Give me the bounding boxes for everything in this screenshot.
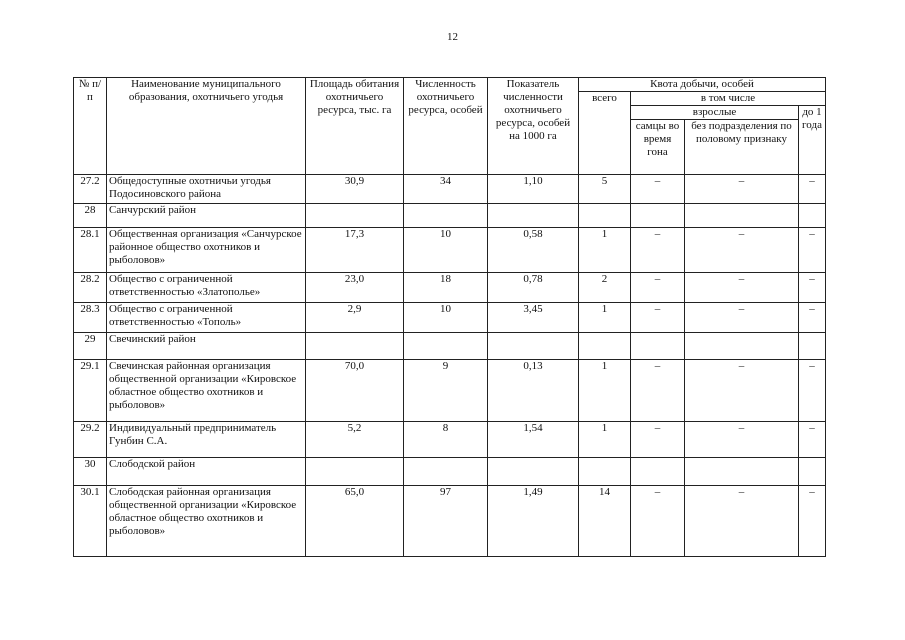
header-including: в том числе	[631, 92, 826, 106]
header-quota: Квота добычи, особей	[579, 78, 826, 92]
cell-area: 5,2	[306, 422, 404, 458]
cell-density: 1,54	[488, 422, 579, 458]
cell-no-sex: –	[685, 175, 799, 204]
cell-name: Слободская районная организация общественной организации «Кировское областное общество охотников и рыболовов»	[107, 486, 306, 557]
cell-population	[404, 204, 488, 228]
cell-no-sex: –	[685, 422, 799, 458]
cell-young	[799, 458, 826, 486]
cell-no-sex	[685, 458, 799, 486]
cell-no-sex: –	[685, 273, 799, 303]
cell-name: Общественная организация «Санчурское районное общество охотников и рыболовов»	[107, 228, 306, 273]
header-area: Площадь обитания охотничьего ресурса, тыс. га	[306, 78, 404, 175]
cell-name: Общество с ограниченной ответственностью «Златополье»	[107, 273, 306, 303]
cell-area	[306, 204, 404, 228]
cell-num: 30	[74, 458, 107, 486]
cell-population: 8	[404, 422, 488, 458]
cell-young	[799, 204, 826, 228]
cell-name: Санчурский район	[107, 204, 306, 228]
cell-area: 65,0	[306, 486, 404, 557]
cell-population: 9	[404, 360, 488, 422]
cell-area: 23,0	[306, 273, 404, 303]
cell-area: 2,9	[306, 303, 404, 333]
table-row	[74, 486, 826, 557]
cell-num: 28.2	[74, 273, 107, 303]
header-males: самцы во время гона	[631, 120, 685, 175]
cell-total	[579, 458, 631, 486]
cell-total: 5	[579, 175, 631, 204]
cell-males: –	[631, 303, 685, 333]
cell-density	[488, 333, 579, 360]
cell-num: 29.2	[74, 422, 107, 458]
cell-total: 1	[579, 422, 631, 458]
table-row	[74, 422, 826, 458]
header-no-sex: без подразделения по половому признаку	[685, 120, 799, 175]
cell-young: –	[799, 228, 826, 273]
header-young: до 1 года	[799, 106, 826, 175]
cell-density: 1,49	[488, 486, 579, 557]
cell-density: 1,10	[488, 175, 579, 204]
cell-population	[404, 333, 488, 360]
cell-name: Слободской район	[107, 458, 306, 486]
cell-density: 0,13	[488, 360, 579, 422]
cell-population	[404, 458, 488, 486]
cell-young: –	[799, 303, 826, 333]
cell-density: 0,78	[488, 273, 579, 303]
cell-total	[579, 333, 631, 360]
cell-population: 18	[404, 273, 488, 303]
header-total: всего	[579, 92, 631, 175]
cell-total: 1	[579, 360, 631, 422]
cell-males: –	[631, 273, 685, 303]
table-row	[74, 303, 826, 333]
table-row	[74, 228, 826, 273]
cell-area: 70,0	[306, 360, 404, 422]
cell-name: Свечинский район	[107, 333, 306, 360]
cell-density	[488, 458, 579, 486]
cell-no-sex: –	[685, 486, 799, 557]
cell-no-sex: –	[685, 228, 799, 273]
cell-males: –	[631, 175, 685, 204]
header-num: № п/п	[74, 78, 107, 175]
table-row	[74, 458, 826, 486]
table-row	[74, 273, 826, 303]
cell-population: 97	[404, 486, 488, 557]
cell-area: 30,9	[306, 175, 404, 204]
cell-no-sex	[685, 204, 799, 228]
table-body	[74, 175, 826, 557]
cell-density: 0,58	[488, 228, 579, 273]
header-name: Наименование муниципального образования, охотничьего угодья	[107, 78, 306, 175]
cell-population: 10	[404, 228, 488, 273]
cell-no-sex	[685, 333, 799, 360]
cell-males	[631, 458, 685, 486]
cell-total	[579, 204, 631, 228]
cell-num: 29	[74, 333, 107, 360]
cell-males	[631, 204, 685, 228]
cell-males: –	[631, 228, 685, 273]
cell-name: Общество с ограниченной ответственностью «Тополь»	[107, 303, 306, 333]
cell-population: 10	[404, 303, 488, 333]
cell-num: 29.1	[74, 360, 107, 422]
cell-name: Свечинская районная организация общественной организации «Кировское областное общество охотников и рыболовов»	[107, 360, 306, 422]
cell-total: 1	[579, 228, 631, 273]
cell-total: 1	[579, 303, 631, 333]
cell-density: 3,45	[488, 303, 579, 333]
cell-no-sex: –	[685, 303, 799, 333]
cell-young: –	[799, 422, 826, 458]
table-row	[74, 204, 826, 228]
cell-young	[799, 333, 826, 360]
cell-density	[488, 204, 579, 228]
cell-total: 2	[579, 273, 631, 303]
cell-area	[306, 333, 404, 360]
cell-males: –	[631, 422, 685, 458]
cell-total: 14	[579, 486, 631, 557]
cell-young: –	[799, 273, 826, 303]
cell-young: –	[799, 175, 826, 204]
cell-males: –	[631, 486, 685, 557]
cell-num: 27.2	[74, 175, 107, 204]
hunting-quota-table	[73, 77, 826, 557]
page-number: 12	[447, 31, 458, 43]
cell-males: –	[631, 360, 685, 422]
table-row	[74, 360, 826, 422]
cell-num: 30.1	[74, 486, 107, 557]
header-density: Показатель численности охотничьего ресурса, особей на 1000 га	[488, 78, 579, 175]
cell-males	[631, 333, 685, 360]
header-adults: взрослые	[631, 106, 799, 120]
cell-area	[306, 458, 404, 486]
cell-young: –	[799, 360, 826, 422]
cell-no-sex: –	[685, 360, 799, 422]
cell-population: 34	[404, 175, 488, 204]
header-population: Численность охотничьего ресурса, особей	[404, 78, 488, 175]
cell-young: –	[799, 486, 826, 557]
cell-area: 17,3	[306, 228, 404, 273]
cell-num: 28	[74, 204, 107, 228]
table-row	[74, 333, 826, 360]
cell-num: 28.3	[74, 303, 107, 333]
cell-name: Индивидуальный предприниматель Гунбин С.А.	[107, 422, 306, 458]
cell-name: Общедоступные охотничьи угодья Подосиновского района	[107, 175, 306, 204]
cell-num: 28.1	[74, 228, 107, 273]
table-row	[74, 175, 826, 204]
